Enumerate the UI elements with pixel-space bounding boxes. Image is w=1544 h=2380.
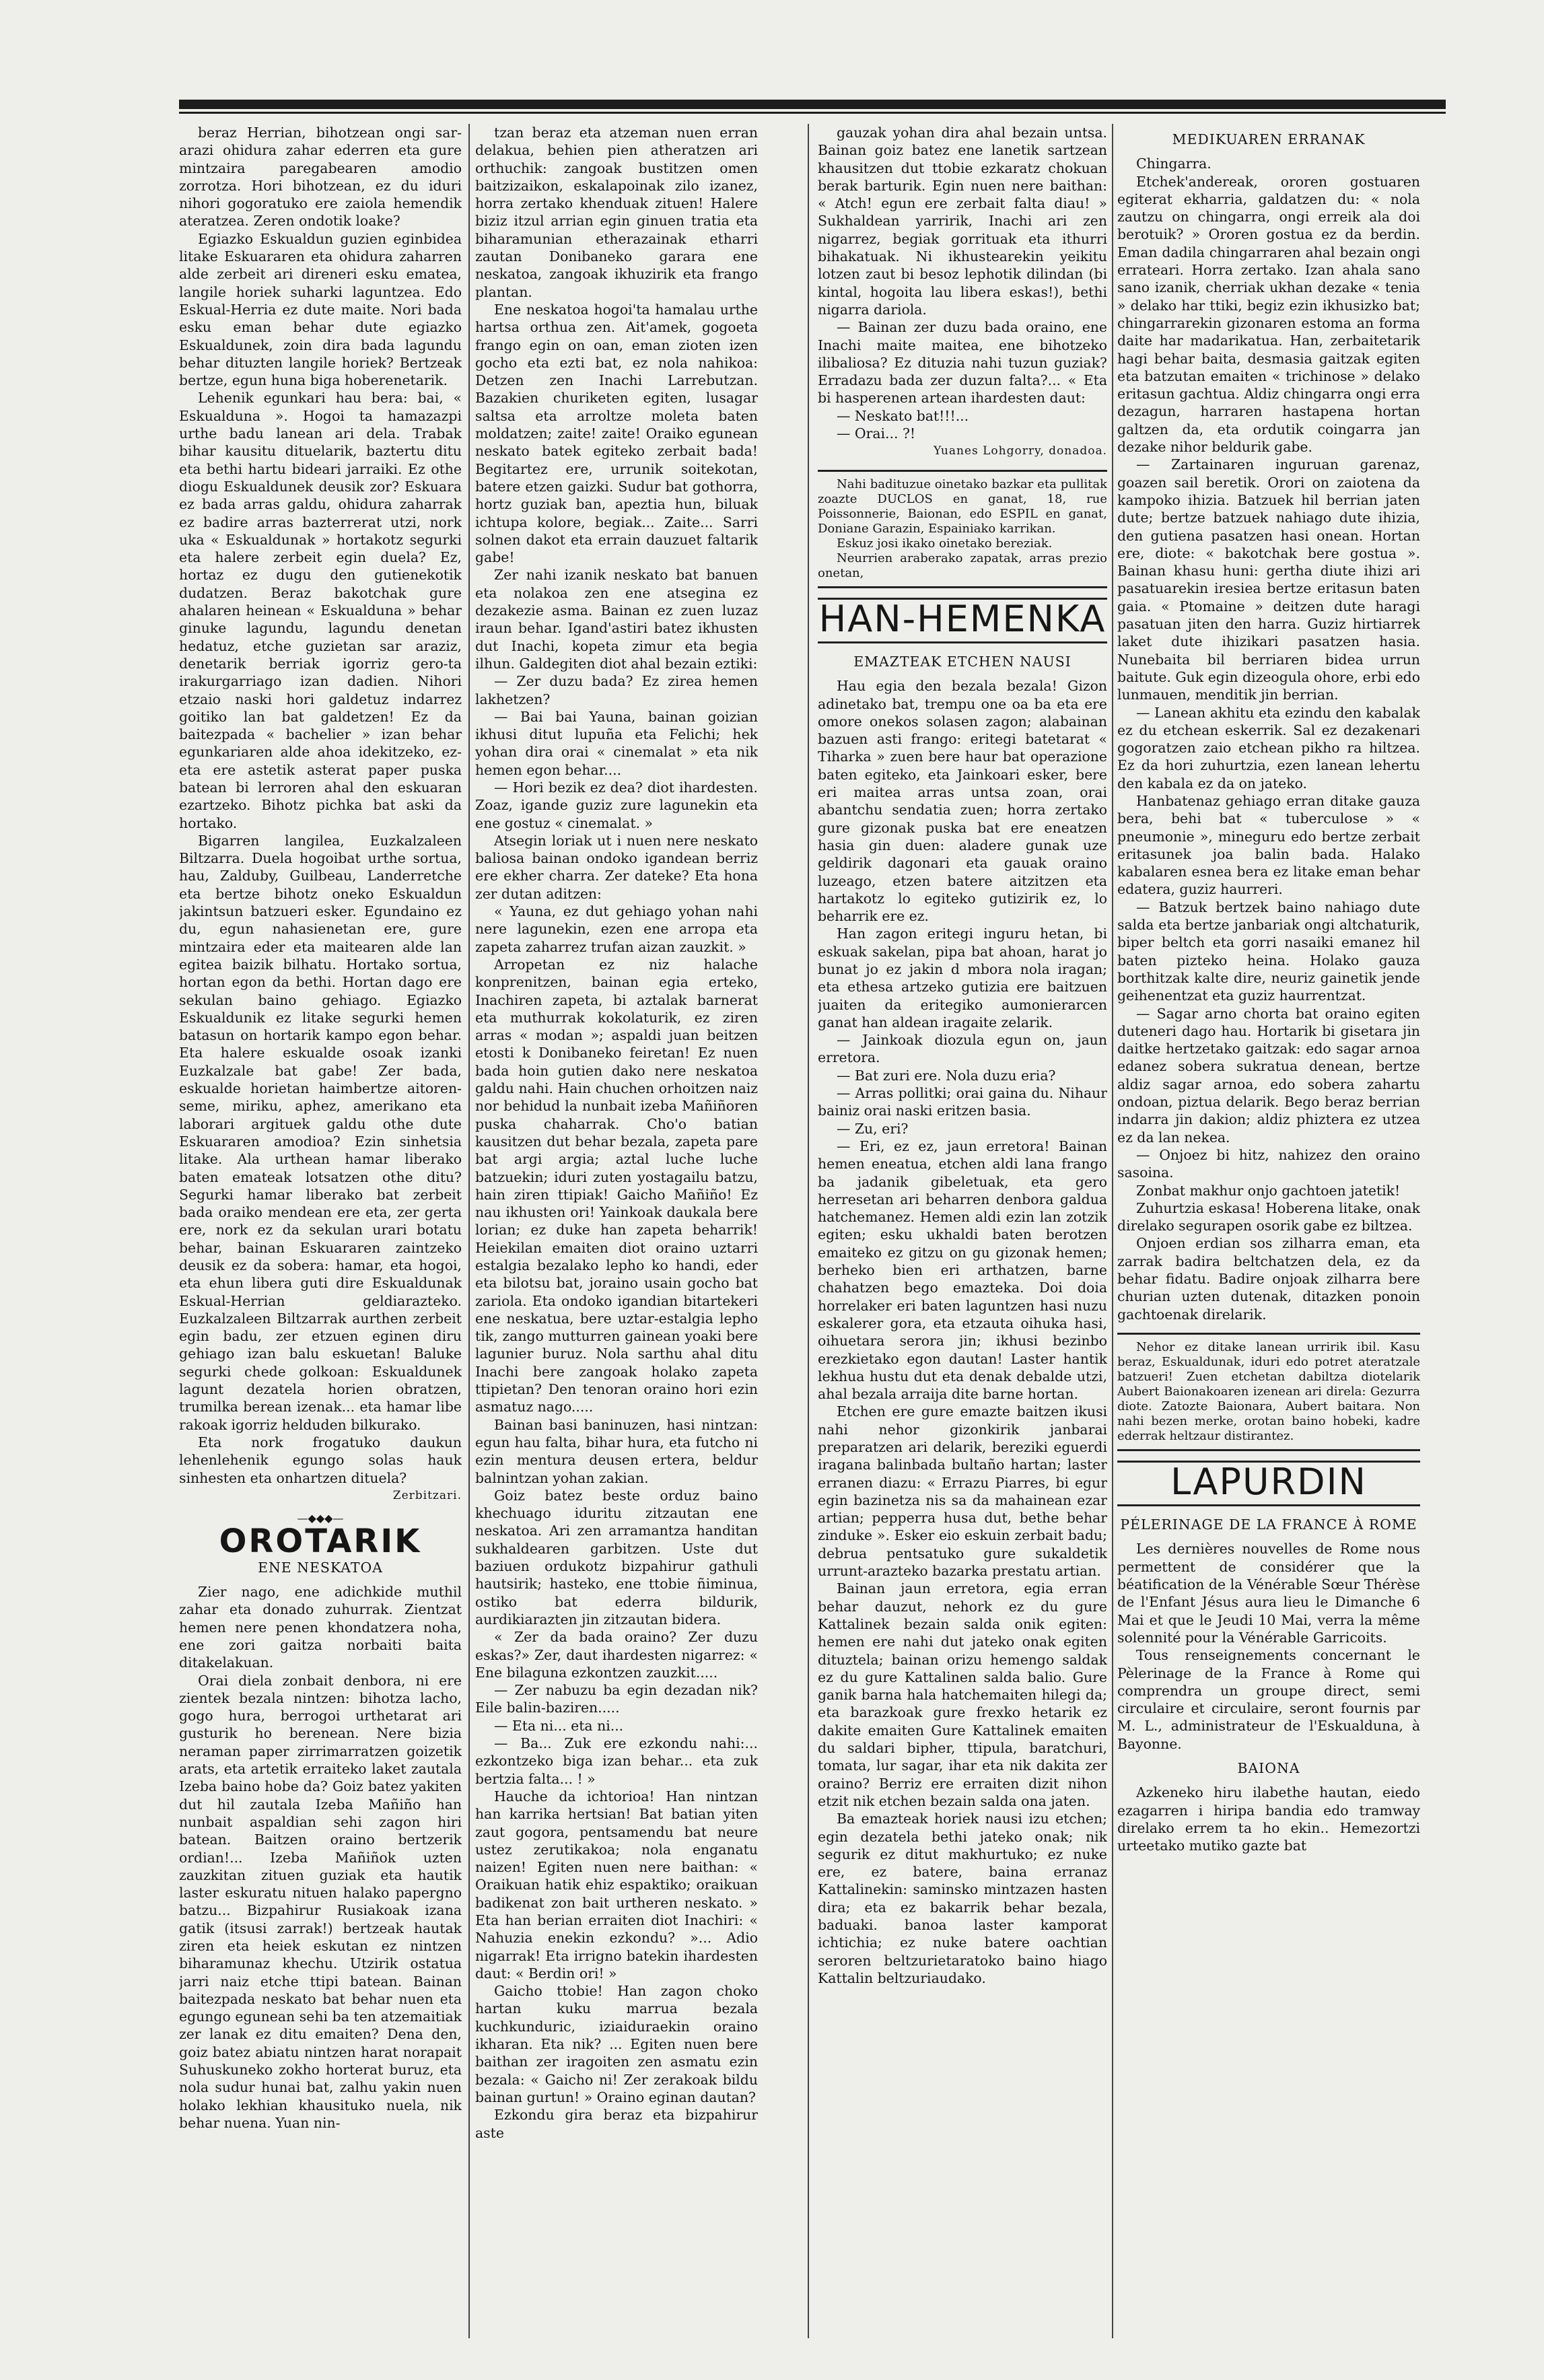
paragraph: Goiz batez beste orduz baino khechuago iduritu zitzautan ene neskatoa. Ari zen arramantza handitan sukhaldearen garbitzen. Uste dut baziuen ordukotz bizpahirur gathuli hautsirik; hasteko, ene ttobie ñiminua, ostiko bat ederra bildurik, aurdikiarazten jin zitzautan bidera. — [475, 1487, 758, 1628]
paragraph: Chingarra. — [1136, 155, 1212, 172]
paragraph: — Neskato bat!!!... — [837, 407, 969, 424]
paragraph: — Onjoez bi hitz, nahizez den oraino sasoina. — [1117, 1146, 1420, 1181]
article-title: EMAZTEAK ETCHEN NAUSI — [853, 653, 1072, 670]
paragraph: Les dernières nouvelles de Rome nous permettent de considérer que la béatification de la Vénérable Sœur Thérèse de l'Enfant Jésus aura lieu le Dimanche 6 Mai et que le Jeudi 10 Mai, verra la même solennité pour la Vénérable Garricoits. — [1117, 1541, 1420, 1646]
section-title-orotarik: OROTARIK — [219, 1523, 422, 1561]
ad-text: Neurrien araberako zapatak, arras prezio onetan, — [818, 551, 1107, 580]
top-rule — [179, 100, 1446, 109]
paragraph: Onjoen erdian sos zilharra eman, eta zarrak badira beltchatzen dela, ez da behar fidatu. Badire onjoak zilharra bere churian uzten dutenak, ditazken ponoin gachtoenak direlarik. — [1117, 1235, 1420, 1323]
paragraph: — Jainkoak diozula egun on, jaun erretora. — [818, 1032, 1107, 1066]
paragraph: — Zu, eri? — [837, 1120, 909, 1137]
column-divider — [1112, 124, 1113, 2338]
ad-text: Eskuz josi ikako oinetako bereziak. — [837, 536, 1053, 551]
ornament-divider: —◆◆◆— — [297, 1512, 344, 1525]
column-3 — [818, 124, 1107, 2345]
section-header-box — [818, 598, 1107, 643]
paragraph: Bainan basi baninuzen, hasi nintzan: egun hau falta, bihar hura, eta futcho ni ezin mentura deusen ertera, beldur balnintzan yohan zakian. — [475, 1416, 758, 1486]
paragraph: — Bai bai Yauna, bainan goizian ikhusi ditut lupuña eta Felichi; hek yohan dira orai « cinemalat » eta nik hemen egon behar.... — [475, 708, 758, 778]
paragraph: — Bat zuri ere. Nola duzu eria? — [837, 1067, 1056, 1084]
paragraph: Ba emazteak horiek nausi izu etchen; egin dezatela bethi jateko onak; nik segurik ez ditut makhurtuko; ez nuke ere, ez batere, baina erranaz Kattalinekin: saminsko mintzazen hasten dira; eta ez bakarrik behar bezala, baduaki. banoa laster kamporat ichtichia; ez nuke batere oachtian seroren beltzurietaratoko baino hiago Kattalin beltzuriaudako. — [818, 1811, 1107, 1986]
paragraph: Zuhurtzia eskasa! Hoberena litake, onak direlako segurapen osorik gabe ez biltzea. — [1117, 1199, 1420, 1234]
paragraph: Hauche da ichtorioa! Han nintzan han karrika hertsian! Bat batian yiten zaut gogora, pentsamendu bat neure ustez zerutikakoa; nola enganatu naizen! Egiten nuen nere baithan: « Oraikuan hatik ehiz espaktiko; oraikuan badikenat zon bait urtheren neskato. » Eta han berian erraiten diot Inachiri: « Nahuzia enekin ezkondu? »... Adio nigarrak! Eta irrigno batekin ihardesten daut: « Berdin ori! » — [475, 1788, 758, 1982]
paragraph: Etchek'andereak, ororen gostuaren egiterat ekharria, galdatzen du: « nola zautzu on chingarra, ongi erreik ala doi berotuik? » Ororen gostua ez da berdin. Eman dadila chingarraren ahal bezain ongi errateari. Horra zertako. Izan ahala sano sano izanik, cherriak ukhan dezake « tenia » delako har ttiki, begiz ezin ikhusizko bat; chingarrarekin gizonaren estoma an forma daite har madarikatua. Han, zerbaitetarik hagi behar baita, desmasia gaitzak egiten eta batzutan emaiten « trichinose » delako eritasun gachtua. Aldiz chingarra ongi erra dezagun, harraren hastapena hortan galtzen da, eta ordutik coingarra jan dezake nihor beldurik gabe. — [1117, 173, 1420, 456]
paragraph: — Eri, ez ez, jaun erretora! Bainan hemen eneatua, etchen aldi lana frango ba jadanik gibeletuak, eta gero herresetan ari beharren denbora galdua hatchemanez. Hemen aldi ezin lan zotzik egiten; esku ukhaldi baten berotzen emaiteko ez gitzu on gu gizonak hemen; berheko bien eri arthatzen, barne chahatzen bego emazteka. Doi doia horrelaker eri baten laguntzen hasi nuzu eskalerer gora, eta etzauta oihuka hasi, oihuetara serora jin; ikhusi bezinbo erezkietako egon dautan! Laster hantik lekhua hustu dut eta denak debalde utzi, ahal bezala arraija dite barne hortan. — [818, 1138, 1107, 1403]
article-title: ENE NESKATOA — [258, 1559, 383, 1576]
advertisement-box — [818, 470, 1107, 588]
paragraph: Bainan jaun erretora, egia erran behar dauzut, nehork ez du gure Kattalinek bezain salda onik egiten: hemen ere nahi dut jateko onak egiten dituztela; bainan orizu hemengo saldak ez du gure Kattalinen salda balio. Gure ganik barna hala hatchemaiten hilegi da; eta barazkoak gure frexko hetarik ez dakite emaiten Gure Kattalinek emaiten du saldari bipher, ttipula, baratchuri, tomata, lur sagar, ihar eta nik dakita zer oraino? Berriz ere erraiten dizit nihon etzit nik etchen bezain salda ona jaten. — [818, 1580, 1107, 1809]
paragraph: — Lanean akhitu eta ezindu den kabalak ez du etchean eskerrik. Sal ez dezakenari gogoratzen zaio etchean pikho ra hiltzea. Ez da hori zuhurtzia, ezen lanean lehertu den kabala ez da on jateko. — [1117, 704, 1420, 792]
paragraph: Eta nork frogatuko daukun lehenlehenik egungo solas hauk sinhesten eta onhartzen dituela? — [179, 1434, 462, 1486]
paragraph: Atsegin loriak ut i nuen nere neskato baliosa bainan ondoko igandean berriz ere ekher charra. Zer dateke? Eta hona zer dutan aditzen: — [475, 832, 758, 902]
paragraph: — Arras pollitki; orai gaina du. Nihaur bainiz orai naski eritzen basia. — [818, 1085, 1107, 1119]
paragraph: Zonbat makhur onjo gachtoen jatetik! — [1136, 1182, 1401, 1199]
paragraph: Han zagon eritegi inguru hetan, bi eskuak sakelan, pipa bat ahoan, harat jo bunat jo ez jakin d mbora nola iragan; eta ethesa artzeko gutizia ere baitzuen juaiten da eritegiko aumonierarcen ganat han aldean iragaite zelarik. — [818, 925, 1107, 1030]
column-divider — [808, 124, 809, 2338]
paragraph: Etchen ere gure emazte baitzen ikusi nahi nehor gizonkirik janbarai preparatzen ari delarik, bereziki eguerdi iragana balinbada bultaño hartan; laster erranen diazu: « Errazu Piarres, bi egur egin bazinetza nis sa da mahainean ezar artian; pepperra husa dut, bethe behar zinduke ». Esker eio eskuin zerbait badu; debrua pentsatuko gure sukaldetik urrunt-arazteko bazarka prestatu artian. — [818, 1403, 1107, 1580]
section-header-box — [1117, 1461, 1420, 1506]
paragraph: gauzak yohan dira ahal bezain untsa. Bainan goiz batez ene lanetik sartzean khausitzen dut ttobie ezkaratz chokuan berak barturik. Egin nuen nere baithan: « Atch! egun ere zerbait falta diau! » Sukhaldean yarririk, Inachi ari zen nigarrez, begiak gorrituak eta ithurri bihakatuak. Ni ikhustearekin yeikitu lotzen zaut bi besoz lephotik dilindan (bi kintal, hogoita lau libera eskas!), bethi nigarra dariola. — [818, 125, 1107, 318]
paragraph: — Hori bezik ez dea? diot ihardesten. Zoaz, igande guziz zure lagunekin eta ene gostuz « cinemalat. » — [475, 779, 758, 831]
signature: Zerbitzari. — [392, 1488, 462, 1502]
paragraph: Tous renseignements concernant le Pèlerinage de la France à Rome qui comprendra un groupe direct, semi circulaire et circulaire, seront fournis par M. L., administrateur de l'Eskualduna, à Bayonne. — [1117, 1647, 1420, 1752]
paragraph: Ene neskatoa hogoi'ta hamalau urthe hartsa orthua zen. Ait'amek, gogoeta frango egin on oan, eman zioten izen gocho eta ezti bat, ez nola nahikoa: Detzen zen Inachi Larrebutzan. Bazakien churiketen egiten, lusagar saltsa eta arroltze moleta baten moldatzen; zaite! zaite! Oraiko egunean neskato batek egiteko zerbait bada! Begitartez ere, urrunik soitekotan, batere etzen gaizki. Sudur bat gothorra, hortz guziak ban, apeztia hun, biluak ichtupa kolore, begiak... Zaite... Sarri solnen dakot eta errain dauzuet faltarik gabe! — [475, 301, 758, 566]
article-title: BAIONA — [1237, 1760, 1300, 1777]
paragraph: beraz Herrian, bihotzean ongi sar-arazi ohidura zahar ederren eta gure mintzaira paregabearen amodio zorrotza. Hori bihotzean, ez du iduri nihori gogoratuko ere zaiola hemendik ateratzea. Zeren ondotik loake? — [179, 125, 462, 230]
paragraph: « Yauna, ez dut gehiago yohan nahi nere lagunekin, ezen ene arropa eta zapeta zaharrez trufan aizan zauzkit. » — [475, 903, 758, 955]
ad-text: Nahi badituzue oinetako bazkar eta pullitak zoazte DUCLOS en ganat, 18, rue Poissonnerie, Baionan, edo ESPIL en ganat, Doniane Garazin, Espainiako karrikan. — [818, 477, 1107, 536]
paragraph: Arropetan ez niz halache konprenitzen, bainan egia erteko, Inachiren zapeta, bi aztalak barnerat eta muthurrak kokolaturik, ez ziren arras « modan »; aspaldi juan beitzen etosti k Donibaneko feiretan! Ez nuen bada hoin gutien dako nere neskatoa galdu nahi. Hain chuchen orhoitzen naiz nor behidud la nunbait izeba Mañiñoren puska chaharrak. Cho'o batian kausitzen dut behar bezala, zapeta pare bat argi argia; aztal luche luche batzuekin; iduri zuten yostagailu batzu, hain ziren ttipiak! Gaicho Mañiño! Ez nau ikhusten ori! Yainkoak daukala bere lorian; ez duke han zapeta beharrik! Heiekilan emaiten diot oraino uztarri estalgia bezalako lepho ko handi, eder eta bilotsu bat, joraino usain gocho bat zariola. Eta ondoko igandian bitartekeri ene neskatua, bere uztar-estalgia lepho tik, zango mutturren gainean yoaki bere lagunier buruz. Nola sarthu ahal ditu Inachi bere zangoak holako zapeta ttipietan? Den tenoran oraino hori ezin asmatuz nago..... — [475, 956, 758, 1415]
column-divider — [468, 124, 470, 2338]
section-title-lapurdin: LAPURDIN — [1170, 1460, 1367, 1503]
paragraph: — Bainan zer duzu bada oraino, ene Inachi maite maitea, ene bihotzeko ilibaliosa? Ez dituzia nahi tuzun guziak? Erradazu bada zer duzun falta?... « Eta bi hasperenen artean ihardesten daut: — [818, 319, 1107, 407]
paragraph: Bigarren langilea, Euzkalzaleen Biltzarra. Duela hogoibat urthe sortua, hau, Zalduby, Guilbeau, Landerretche eta bertze bihotz oneko Eskualdun jakintsun batzueri esker. Egundaino ez du, egun nahasienetan ere, gure mintzaira eder eta maitearen alde lan egitea baizik bilhatu. Hortako sortua, hortan egon da bethi. Hortan dago ere sekulan baino gehiago. Egiazko Eskualdunik ez litake segurki hemen batasun on hortarik kampo egon behar. Eta halere eskualde osoak izanki Euzkalzale bat gabe! Zer bada, eskualde horietan haimbertze aitoren-seme, miriku, aphez, amerikano eta laborari argituek galdu othe dute Eskuararen amodioa? Ezin sinhetsia litake. Ala urthean hamar liberako baten emateak lotsatzen othe ditu? Segurki hamar liberako bat zerbeit bada oraiko mendean ere eta, zer gerta ere, nork ez da sekulan urari botatu behar, bainan Eskuararen zaintzeko deusik ez da sobera: hamar, eta hogoi, eta ehun libera guti dire Eskualdunak Eskual-Herrian geldiarazteko. Euzkalzaleen Biltzarrak aurthen zerbeit egin badu, zer etzuen eginen diru gehiago izan balu eskuetan! Baluke segurki chede golkoan: Eskualdunek lagunt dezatela horien obratzen, trumilka berean izenak... eta hamar libe rakoak igorriz helduden bilkurako. — [179, 832, 462, 1433]
paragraph: — Eta ni... eta ni... — [494, 1717, 624, 1734]
paragraph: — Sagar arno chorta bat oraino egiten duteneri dago hau. Hortarik bi gisetara jin daitke hertzetako gaitzak: edo sagar arnoa edanez sobera sukratua denean, bertze aldiz sagar arnoa, edo sobera zahartu ondoan, piztua delarik. Bego beraz berrian indarra jin dakion; aldiz phiztera ez utzea ez da lan nekea. — [1117, 1005, 1420, 1146]
advertisement-box — [1117, 1333, 1420, 1451]
article-title: PÉLERINAGE DE LA FRANCE À ROME — [1120, 1516, 1417, 1533]
paragraph: Gaicho ttobie! Han zagon choko hartan kuku marrua bezala kuchkunduric, iziaiduraekin oraino ikharan. Eta nik? ... Egiten nuen bere baithan zer iragoiten zen asmatu ezin bezala: « Gaicho ni! Zer zerakoak bildu bainan gurtun! » Oraino eginan dautan? — [475, 1983, 758, 2105]
paragraph: « Zer da bada oraino? Zer duzu eskas?» Zer, daut ihardesten nigarrez: « Ene bilaguna ezkontzen zauzkit..... — [475, 1629, 758, 1681]
paragraph: Zier nago, ene adichkide muthil zahar eta donado zuhurrak. Zientzat hemen nere penen khondatzera noha, ene zori gaitza norbaiti baita ditakelakuan. — [179, 1584, 462, 1671]
paragraph: Zer nahi izanik neskato bat banuen eta nolakoa zen ene atsegina ez dezakezie asma. Bainan ez zuen luzaz iraun behar. Igand'astiri batez ikhusten dut Inachi, kopeta zimur eta begia ilhun. Galdegiten diot ahal bezain eztiki: — [475, 567, 758, 672]
paragraph: Azkeneko hiru ilabethe hautan, eiedo ezagarren i hiripa bandia edo tramway direlako errem ta ho ekin.. Hemezortzi urteetako mutiko gazte bat — [1117, 1784, 1420, 1854]
column-4 — [1117, 124, 1420, 2345]
paragraph: — Zartainaren inguruan garenaz, goazen sail beretik. Orori on zaiotena da kampoko ihizia. Batzuek hil berrian jaten dute; bertze batzuek nahiago dute ihizia, den gutiena pasatzen hasi onean. Hortan ere, diote: « bakotchak bere gostua ». Bainan khasu huni: gertha diute ihizi ari pasatuarekin iresiea bertze eritasun baten gaia. « Ptomaine » deitzen dute haragi pasatuan jiten den harra. Guziz hirtiarrek laket dute ihizikari pasatzen hasia. Nunebaita bil berriaren bidea urrun baitute. Guk egin dizeogula ohore, erbi edo lunmauen, menditik jin berrian. — [1117, 456, 1420, 703]
section-title-hanhemenka: HAN-HEMENKA — [818, 597, 1107, 640]
paragraph: — Zer nabuzu ba egin dezadan nik? Eile balin-baziren..... — [475, 1682, 758, 1716]
column-2 — [475, 124, 758, 2345]
paragraph: — Ba... Zuk ere ezkondu nahi:... ezkontzeko biga izan behar... eta zuk bertzia falta... ! » — [475, 1735, 758, 1787]
paragraph: — Batzuk bertzek baino nahiago dute salda eta bertze janbariak ongi altchaturik, biper beltch eta gorri nasaiki emanez hil baten pizteko heina. Holako gauza borthitzak kalte dire, neuriz gainetik jende geihenentzat eta guziz haurrentzat. — [1117, 899, 1420, 1004]
article-title: MEDIKUAREN ERRANAK — [1172, 131, 1366, 147]
paragraph: tzan beraz eta atzeman nuen erran delakua, behien pien atheratzen ari orthuchik: zangoak bustitzen omen baitzizaikon, eskalapoinak zilo izanez, horra zertako khenduak zituen! Halere biziz itzul arrian egin ginuen tratia eta biharamunian etherazainak etharri zautan Donibaneko garara ene neskatoa, zangoak ikhuzirik eta frango plantan. — [475, 125, 758, 300]
paragraph: — Orai... ?! — [837, 425, 916, 442]
paragraph: Hanbatenaz gehiago erran ditake gauza bera, behi bat « tuberculose » « pneumonie », mineguru edo bertze zerbait eritasunek joa balin bada. Halako kabalaren esnea bera ez litake eman behar edatera, guziz haurreri. — [1117, 792, 1420, 898]
top-rule-thin — [179, 112, 1446, 114]
signature: Yuanes Lohgorry, donadoa. — [934, 444, 1107, 458]
ad-text: Nehor ez ditake lanean urririk ibil. Kasu beraz, Eskualdunak, iduri edo potret ateratzale batzueri! Zuen etchetan dabiltza diotelarik Aubert Baionakoaren izenean ari direla: Gezurra diote. Zatozte Baionara, Aubert baitara. Non nahi bezen merke, orotan baino hobeki, kadre ederrak heltzaur distirantez. — [1117, 1339, 1420, 1443]
paragraph: Egiazko Eskualdun guzien eginbidea litake Eskuararen eta ohidura zaharren alde zerbeit ari direneri esku ematea, langile horiek suharki laguntzea. Edo Eskual-Herria ez dute maite. Nori bada esku eman behar dute egiazko Eskualdunek, zoin dira bada lagundu behar dituzten langile horiek? Bertzeak bertze, egun huna biga hoberenetarik. — [179, 230, 462, 389]
column-1 — [179, 124, 462, 2345]
paragraph: Orai diela zonbait denbora, ni ere zientek bezala nintzen: bihotza lacho, gogo hura, berrogoi urthetarat ari gusturik ho berenean. Nere bizia neraman paper zirrimarratzen goizetik arats, eta artetik erraiteko laket zautala Izeba baino hobe da? Goiz batez yakiten dut hil zautala Izeba Mañiño han nunbait aspaldian sehi zagon hiri batean. Baitzen oraino bertzerik ordian!... Izeba Mañiñok uzten zauzkitan zituen guziak eta hautik laster eskuratu nituen halako papergno batzu... Bizpahirur Rusiakoak izana gatik (itsusi zarrak!) bertzeak hautak ziren eta heiek eskutan ez nintzen biharamunaz khechu. Utzirik ostatua jarri naiz etche ttipi batean. Bainan baitezpada neskato bat behar nuen eta egungo egunean sehi ba ten atzemaitiak zer lanak ez ditu emaiten? Dena den, goiz batez abiatu nintzen harat norapait Suhuskuneko zokho horterat buruz, eta nola sudur hunai bat, zalhu yakin nuen holako lekhian khausituko nuela, nik behar nuena. Yuan nin- — [179, 1672, 462, 2131]
paragraph: Ezkondu gira beraz eta bizpahirur aste — [475, 2107, 758, 2141]
paragraph: — Zer duzu bada? Ez zirea hemen lakhetzen? — [475, 673, 758, 707]
paragraph: Hau egia den bezala bezala! Gizon adinetako bat, trempu one oa ba eta ere omore onekos solasen zagon; alabainan bazuen asti frango: eritegi batetarat « Tiharka » zuen bere haur bat operazione baten egiteko, eta Jainkoari esker, bere eri maitea arras untsa zoan, orai abantchu sendatia zuen; horra zertako gure gizonak puska bat ere eneatzen hasia gin duen: aladere gunak uze geldirik dagonari eta gauak oraino luzeago, etzen batere aitzitzen eta hartakotz lo egiteko gutizirik ez, lo beharrik ere ez. — [818, 678, 1107, 925]
paragraph: Lehenik egunkari hau bera: bai, « Eskualduna ». Hogoi ta hamazazpi urthe badu lanean ari dela. Trabak bihar kausitu dituelarik, baztertu ditu eta bethi hartu bideari jarraiki. Ez othe diogu Eskualdunek deusik zor? Eskuara ez bada arras galdu, ohidura zaharrak ez badire arras bazterrerat utzi, nork uka « Eskualdunak » hortakotz segurki eta halere zerbeit egin duela? Ez, hortaz ez dugu den gutienekotik dudatzen. Beraz bakotchak gure ahalaren heinean « Eskualduna » behar ginuke lagundu, lagundu denetan hedatuz, etche guzietan sar araziz, denetarik berriak igorriz gero-ta irakurgarriago izan dadien. Nihori etzaio naski hori galdetuz indarrez goitiko lan bat galdetzen! Ez da baitezpada « bachelier » izan behar egunkariaren alde ahoa idekitzeko, ez-eta ere astetik asterat paper puska batean bi lerroren ahal den eskuaran ezartzeko. Bihotz pichka bat aski da hortako. — [179, 390, 462, 831]
